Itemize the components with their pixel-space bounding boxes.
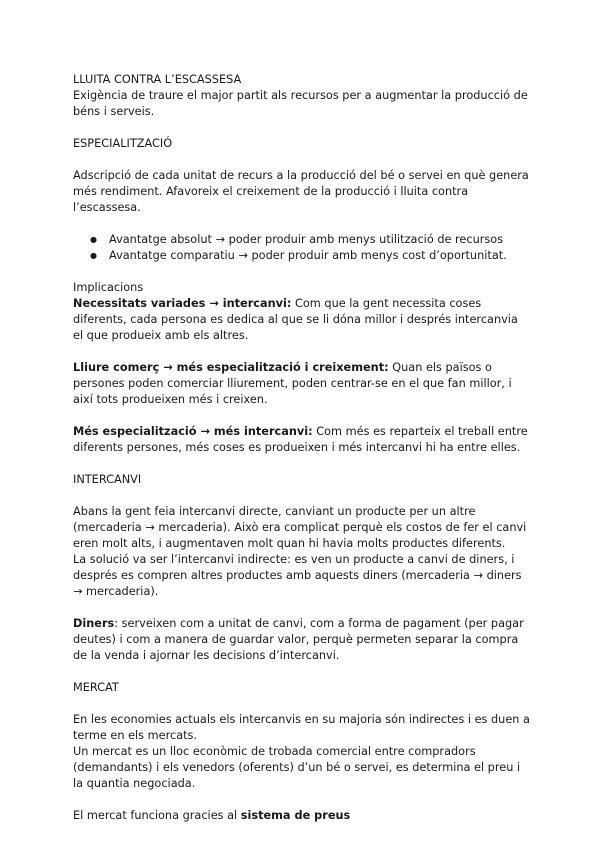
paragraph-mercat-2: Un mercat es un lloc econòmic de trobada comercial entre compradors (demandants) i els venedors (oferents) d’un bé o servei, es determina el preu i la quantia negociada. <box>73 745 521 790</box>
paragraph-escassesa: Exigència de traure el major partit als recursos per a augmentar la producció de béns i serveis. <box>73 89 528 118</box>
paragraph-implicacio-1 <box>73 296 530 344</box>
mercat-3-text: El mercat funciona gracies al <box>73 809 241 822</box>
paragraph-especialitzacio: Adscripció de cada unitat de recurs a la producció del bé o servei en què genera més rendiment. Afavoreix el creixement de la producció i lluita contra l’escassesa. <box>73 169 529 214</box>
heading-especialitzacio: ESPECIALITZACIÓ <box>73 137 173 150</box>
heading-mercat: MERCAT <box>73 681 119 694</box>
heading-escassesa: LLUITA CONTRA L’ESCASSESA <box>73 73 242 86</box>
paragraph-implicacio-3 <box>73 424 530 456</box>
bullet-avantatge-comparatiu: ● Avantatge comparatiu → poder produir amb menys cost d’oportunitat. <box>109 248 530 264</box>
heading-intercanvi: INTERCANVI <box>73 473 142 486</box>
label-implicacions: Implicacions <box>73 281 144 294</box>
implicacio-1-bold: Necessitats variades → intercanvi: <box>73 297 292 310</box>
bullet-avantatge-absolut: ● Avantatge absolut → poder produir amb menys utilització de recursos <box>109 232 530 248</box>
implicacio-1-text: Com que la gent necessita coses diferents, cada persona es dedica al que se li dóna millor i després intercanvia el que produeix amb els altres. <box>73 297 518 342</box>
paragraph-implicacio-2 <box>73 360 530 408</box>
implicacio-2-bold: Lliure comerç → més especialització i creixement: <box>73 361 389 374</box>
paragraph-mercat-3 <box>73 808 530 824</box>
diners-text: : serveixen com a unitat de canvi, com a forma de pagament (per pagar deutes) i com a manera de guardar valor, perquè permeten separar la compra de la venda i ajornar les decisions d’intercanvi. <box>73 617 524 662</box>
paragraph-mercat-1: En les economies actuals els intercanvis en su majoria són indirectes i es duen a terme en els mercats. <box>73 713 530 742</box>
implicacio-3-bold: Més especialització → més intercanvi: <box>73 425 313 438</box>
implicacio-3-text: Com més es reparteix el treball entre diferents persones, més coses es produeixen i més intercanvi hi ha entre elles. <box>73 425 528 454</box>
paragraph-intercanvi-2: La solució va ser l’intercanvi indirecte: es ven un producte a canvi de diners, i després es compren altres productes amb aquests diners (mercaderia → diners → mercaderia). <box>73 553 522 598</box>
diners-bold: Diners <box>73 617 115 630</box>
paragraph-intercanvi-1: Abans la gent feia intercanvi directe, canviant un producte per un altre (mercaderia → mercaderia). Això era complicat perquè els costos de fer el canvi eren molt alts, i augmentaven molt quan hi havia molts productes diferents. <box>73 505 527 550</box>
implicacio-2-text: Quan els països o persones poden comerciar lliurement, poden centrar-se en el que fan millor, i així tots produeixen més i creixen. <box>73 361 512 406</box>
paragraph-diners <box>73 616 530 664</box>
bullet-list <box>73 232 530 264</box>
mercat-3-bold: sistema de preus <box>240 809 351 822</box>
